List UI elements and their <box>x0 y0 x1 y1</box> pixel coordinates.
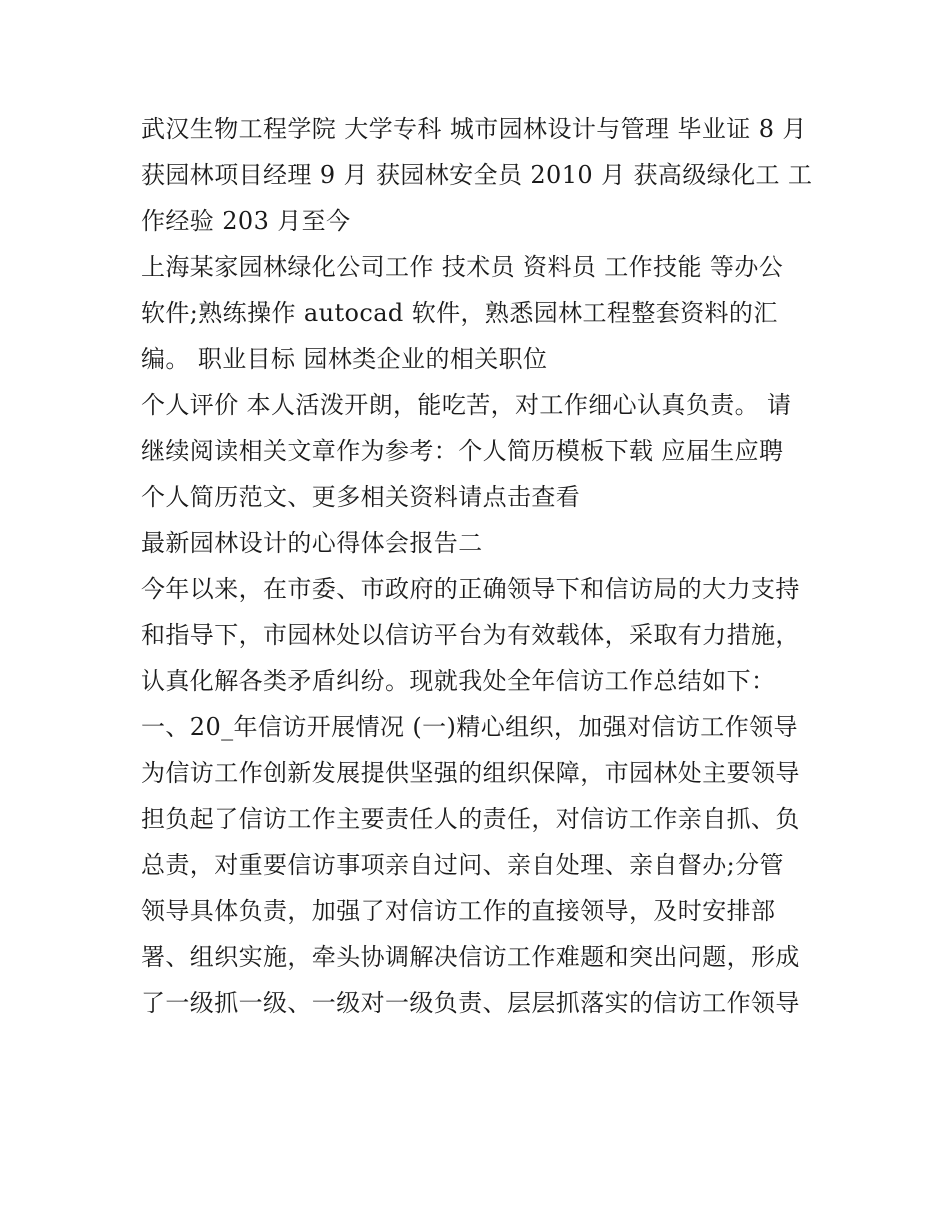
text-line: 和指导下，市园林处以信访平台为有效载体，采取有力措施， <box>141 621 800 649</box>
text-line: 领导具体负责，加强了对信访工作的直接领导，及时安排部 <box>141 897 776 925</box>
text-line: 软件;熟练操作 autocad 软件，熟悉园林工程整套资料的汇 <box>141 299 778 327</box>
text-line: 个人简历范文、更多相关资料请点击查看 <box>141 483 581 511</box>
text-line: 认真化解各类矛盾纠纷。现就我处全年信访工作总结如下： <box>141 667 776 695</box>
document-body <box>141 106 821 1026</box>
text-line: 个人评价 本人活泼开朗，能吃苦，对工作细心认真负责。 请 <box>141 391 792 419</box>
text-line: 担负起了信访工作主要责任人的责任，对信访工作亲自抓、负 <box>141 805 800 833</box>
text-line: 一、20_年信访开展情况 (一)精心组织，加强对信访工作领导 <box>141 713 798 741</box>
text-line: 总责，对重要信访事项亲自过问、亲自处理、亲自督办;分管 <box>141 851 784 879</box>
text-line: 获园林项目经理 9 月 获园林安全员 2010 月 获高级绿化工 工 <box>141 161 813 189</box>
text-line: 作经验 203 月至今 <box>141 207 351 235</box>
text-line: 继续阅读相关文章作为参考：个人简历模板下载 应届生应聘 <box>141 437 784 465</box>
text-line: 署、组织实施，牵头协调解决信访工作难题和突出问题，形成 <box>141 943 800 971</box>
text-line: 了一级抓一级、一级对一级负责、层层抓落实的信访工作领导 <box>141 989 800 1017</box>
text-line: 武汉生物工程学院 大学专科 城市园林设计与管理 毕业证 8 月 <box>141 115 807 143</box>
text-line: 今年以来，在市委、市政府的正确领导下和信访局的大力支持 <box>141 575 800 603</box>
text-line: 编。 职业目标 园林类企业的相关职位 <box>141 345 548 373</box>
text-line: 上海某家园林绿化公司工作 技术员 资料员 工作技能 等办公 <box>141 253 784 281</box>
text-line: 为信访工作创新发展提供坚强的组织保障，市园林处主要领导 <box>141 759 800 787</box>
section-heading: 最新园林设计的心得体会报告二 <box>141 529 483 557</box>
